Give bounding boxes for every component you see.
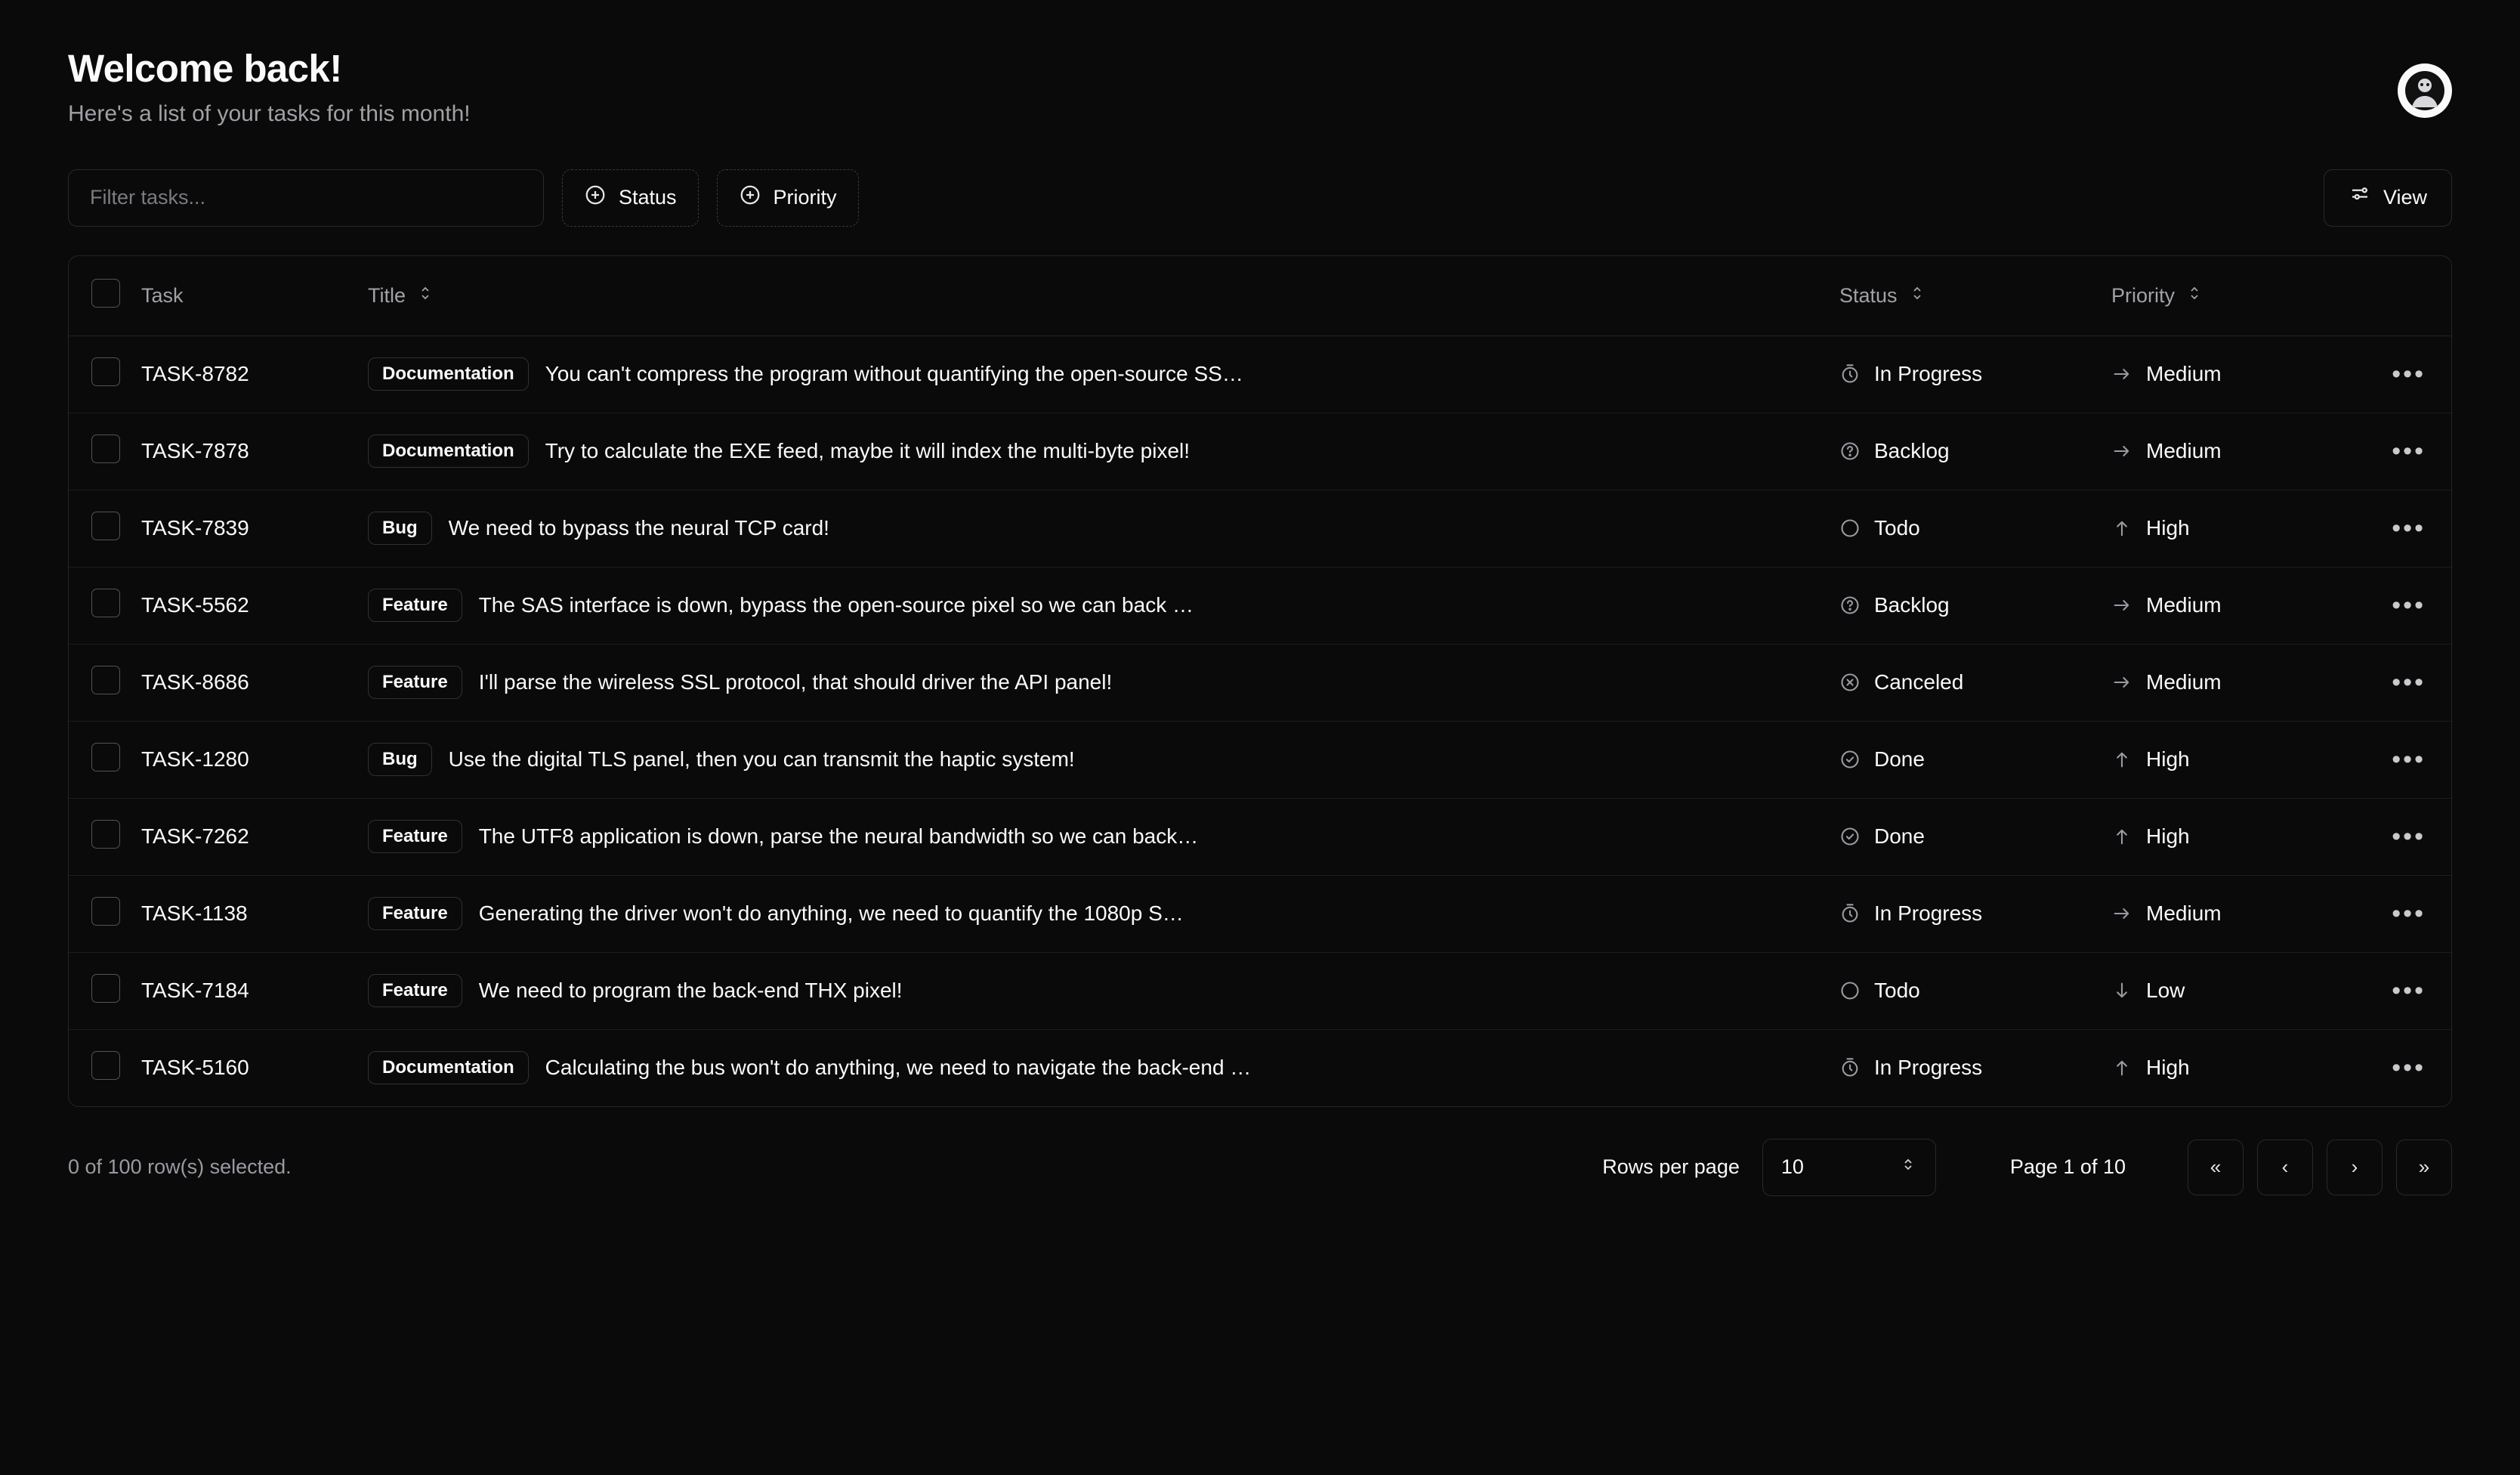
arrow-right-icon bbox=[2111, 595, 2132, 616]
task-id-cell bbox=[141, 413, 368, 490]
arrow-right-icon bbox=[2111, 363, 2132, 385]
column-header-priority[interactable] bbox=[2111, 256, 2361, 336]
task-title: We need to bypass the neural TCP card! bbox=[448, 516, 829, 540]
task-priority-label: Medium bbox=[2146, 670, 2222, 694]
task-status-label: Todo bbox=[1874, 979, 1920, 1003]
table-row[interactable] bbox=[69, 798, 2451, 875]
row-select-cell bbox=[69, 875, 141, 952]
tasks-table bbox=[68, 255, 2452, 1107]
task-priority-cell bbox=[2111, 490, 2361, 567]
plus-circle-icon bbox=[584, 184, 607, 212]
task-title: Calculating the bus won't do anything, we need to navigate the back-end … bbox=[545, 1056, 1252, 1080]
question-icon bbox=[1839, 441, 1861, 462]
task-type-badge: Bug bbox=[368, 743, 432, 776]
task-title-cell bbox=[368, 1029, 1839, 1106]
row-actions-menu-button[interactable]: ••• bbox=[2392, 898, 2426, 928]
row-actions-cell bbox=[2361, 721, 2451, 798]
chevron-up-down-icon bbox=[1899, 1155, 1917, 1179]
arrow-right-icon bbox=[2111, 441, 2132, 462]
rows-per-page-label: Rows per page bbox=[1602, 1155, 1740, 1179]
row-select-cell bbox=[69, 567, 141, 644]
column-header-priority-label: Priority bbox=[2111, 283, 2176, 307]
task-type-badge: Feature bbox=[368, 897, 462, 930]
task-id-cell bbox=[141, 336, 368, 413]
task-status-cell bbox=[1839, 336, 2111, 413]
table-row[interactable] bbox=[69, 490, 2451, 567]
row-checkbox[interactable] bbox=[91, 743, 120, 772]
task-title-cell bbox=[368, 567, 1839, 644]
select-all-header bbox=[69, 256, 141, 336]
task-priority-label: Low bbox=[2146, 979, 2185, 1003]
arrow-right-icon bbox=[2111, 672, 2132, 693]
task-priority-cell bbox=[2111, 1029, 2361, 1106]
task-priority-label: Medium bbox=[2146, 362, 2222, 386]
row-actions-menu-button[interactable]: ••• bbox=[2392, 667, 2426, 697]
row-actions-cell bbox=[2361, 413, 2451, 490]
view-options-button[interactable] bbox=[2324, 169, 2452, 227]
plus-circle-icon bbox=[739, 184, 761, 212]
column-header-status-label: Status bbox=[1839, 283, 1898, 307]
last-page-button[interactable]: » bbox=[2396, 1139, 2452, 1195]
task-priority-cell bbox=[2111, 875, 2361, 952]
task-id-cell bbox=[141, 644, 368, 721]
row-checkbox[interactable] bbox=[91, 589, 120, 617]
task-title: The SAS interface is down, bypass the open-source pixel so we can back … bbox=[478, 593, 1194, 617]
row-select-cell bbox=[69, 798, 141, 875]
select-all-checkbox[interactable] bbox=[91, 279, 120, 308]
task-priority-label: High bbox=[2146, 824, 2190, 849]
row-checkbox[interactable] bbox=[91, 820, 120, 849]
table-header-row bbox=[69, 256, 2451, 336]
task-id: TASK-1280 bbox=[141, 747, 249, 772]
row-select-cell bbox=[69, 721, 141, 798]
task-status-label: In Progress bbox=[1874, 1056, 1983, 1080]
row-actions-menu-button[interactable]: ••• bbox=[2392, 513, 2426, 543]
task-status-cell bbox=[1839, 490, 2111, 567]
row-checkbox[interactable] bbox=[91, 974, 120, 1003]
status-filter-label: Status bbox=[619, 186, 677, 209]
rows-per-page-value: 10 bbox=[1780, 1155, 1804, 1179]
task-priority-label: High bbox=[2146, 747, 2190, 772]
column-header-title[interactable] bbox=[368, 256, 1839, 336]
row-actions-cell bbox=[2361, 336, 2451, 413]
priority-filter-label: Priority bbox=[773, 186, 837, 209]
task-status-label: Done bbox=[1874, 824, 1925, 849]
circle-check-icon bbox=[1839, 826, 1861, 847]
task-type-badge: Feature bbox=[368, 820, 462, 853]
task-id: TASK-7839 bbox=[141, 516, 249, 540]
question-icon bbox=[1839, 595, 1861, 616]
arrow-up-icon bbox=[2111, 518, 2132, 539]
task-title: Generating the driver won't do anything, we need to quantify the 1080p S… bbox=[478, 901, 1184, 926]
page-header bbox=[68, 47, 2452, 127]
task-title-cell bbox=[368, 798, 1839, 875]
task-title: We need to program the back-end THX pixel! bbox=[478, 979, 903, 1003]
next-page-button[interactable]: › bbox=[2327, 1139, 2383, 1195]
task-id-cell bbox=[141, 952, 368, 1029]
row-select-cell bbox=[69, 644, 141, 721]
row-actions-cell bbox=[2361, 798, 2451, 875]
task-priority-cell bbox=[2111, 952, 2361, 1029]
timer-icon bbox=[1839, 903, 1861, 924]
column-header-task-label: Task bbox=[141, 283, 184, 307]
task-title-cell bbox=[368, 875, 1839, 952]
task-title: Use the digital TLS panel, then you can transmit the haptic system! bbox=[448, 747, 1075, 772]
task-priority-label: Medium bbox=[2146, 593, 2222, 617]
circle-x-icon bbox=[1839, 672, 1861, 693]
table-row[interactable] bbox=[69, 644, 2451, 721]
task-id: TASK-5160 bbox=[141, 1056, 249, 1080]
task-status-label: Todo bbox=[1874, 516, 1920, 540]
task-id-cell bbox=[141, 798, 368, 875]
table-row[interactable] bbox=[69, 413, 2451, 490]
task-status-label: Canceled bbox=[1874, 670, 1964, 694]
task-status-cell bbox=[1839, 567, 2111, 644]
row-checkbox[interactable] bbox=[91, 512, 120, 540]
row-actions-cell bbox=[2361, 1029, 2451, 1106]
task-id-cell bbox=[141, 490, 368, 567]
task-status-cell bbox=[1839, 875, 2111, 952]
task-id: TASK-5562 bbox=[141, 593, 249, 617]
row-checkbox[interactable] bbox=[91, 897, 120, 926]
task-status-label: In Progress bbox=[1874, 362, 1983, 386]
table-body bbox=[69, 336, 2451, 1106]
row-actions-menu-button[interactable]: ••• bbox=[2392, 821, 2426, 851]
task-status-label: In Progress bbox=[1874, 901, 1983, 926]
task-priority-label: High bbox=[2146, 1056, 2190, 1080]
sort-icon bbox=[416, 284, 434, 308]
sort-icon bbox=[2185, 284, 2203, 308]
row-select-cell bbox=[69, 413, 141, 490]
search-input[interactable] bbox=[68, 169, 544, 227]
row-select-cell bbox=[69, 952, 141, 1029]
task-title-cell bbox=[368, 490, 1839, 567]
arrow-down-icon bbox=[2111, 980, 2132, 1001]
task-type-badge: Documentation bbox=[368, 357, 529, 391]
task-status-cell bbox=[1839, 1029, 2111, 1106]
user-avatar-icon bbox=[2404, 70, 2446, 112]
task-id: TASK-7184 bbox=[141, 979, 249, 1003]
row-actions-menu-button[interactable]: ••• bbox=[2392, 359, 2426, 388]
row-actions-cell bbox=[2361, 875, 2451, 952]
header-text-block bbox=[68, 47, 471, 127]
task-type-badge: Feature bbox=[368, 666, 462, 699]
page-title: Welcome back! bbox=[68, 47, 342, 90]
row-select-cell bbox=[69, 336, 141, 413]
table-toolbar bbox=[68, 169, 2452, 227]
row-select-cell bbox=[69, 1029, 141, 1106]
table-row[interactable] bbox=[69, 875, 2451, 952]
task-title: Try to calculate the EXE feed, maybe it will index the multi-byte pixel! bbox=[545, 439, 1191, 463]
row-actions-menu-button[interactable]: ••• bbox=[2392, 744, 2426, 774]
task-type-badge: Bug bbox=[368, 512, 432, 545]
task-status-label: Backlog bbox=[1874, 439, 1950, 463]
task-priority-cell bbox=[2111, 413, 2361, 490]
row-actions-cell bbox=[2361, 644, 2451, 721]
task-priority-cell bbox=[2111, 336, 2361, 413]
arrow-right-icon bbox=[2111, 903, 2132, 924]
priority-filter-button[interactable] bbox=[717, 169, 859, 227]
table-row[interactable] bbox=[69, 567, 2451, 644]
task-title-cell bbox=[368, 644, 1839, 721]
circle-check-icon bbox=[1839, 749, 1861, 770]
task-id-cell bbox=[141, 567, 368, 644]
arrow-up-icon bbox=[2111, 1057, 2132, 1078]
task-type-badge: Feature bbox=[368, 974, 462, 1007]
timer-icon bbox=[1839, 363, 1861, 385]
circle-icon bbox=[1839, 518, 1861, 539]
task-title: I'll parse the wireless SSL protocol, that should driver the API panel! bbox=[478, 670, 1113, 694]
row-select-cell bbox=[69, 490, 141, 567]
row-actions-menu-button[interactable]: ••• bbox=[2392, 436, 2426, 465]
task-status-cell bbox=[1839, 413, 2111, 490]
task-status-cell bbox=[1839, 798, 2111, 875]
task-priority-label: High bbox=[2146, 516, 2190, 540]
sort-icon bbox=[1908, 284, 1926, 308]
task-id: TASK-8686 bbox=[141, 670, 249, 694]
table-row[interactable] bbox=[69, 1029, 2451, 1106]
row-checkbox[interactable] bbox=[91, 357, 120, 386]
task-priority-label: Medium bbox=[2146, 439, 2222, 463]
column-header-task[interactable] bbox=[141, 256, 368, 336]
task-title: The UTF8 application is down, parse the neural bandwidth so we can back… bbox=[478, 824, 1199, 849]
task-type-badge: Documentation bbox=[368, 1051, 529, 1084]
task-id: TASK-7878 bbox=[141, 439, 249, 463]
sliders-icon bbox=[2349, 184, 2371, 212]
column-header-status[interactable] bbox=[1839, 256, 2111, 336]
previous-page-button[interactable]: ‹ bbox=[2257, 1139, 2313, 1195]
rows-per-page-select[interactable] bbox=[1762, 1139, 1936, 1196]
task-id-cell bbox=[141, 721, 368, 798]
row-checkbox[interactable] bbox=[91, 666, 120, 694]
task-id: TASK-8782 bbox=[141, 362, 249, 386]
row-actions-menu-button[interactable]: ••• bbox=[2392, 976, 2426, 1005]
task-priority-cell bbox=[2111, 567, 2361, 644]
task-status-label: Done bbox=[1874, 747, 1925, 772]
task-title: You can't compress the program without quantifying the open-source SS… bbox=[545, 362, 1243, 386]
row-actions-cell bbox=[2361, 567, 2451, 644]
page-indicator: Page 1 of 10 bbox=[2009, 1155, 2126, 1179]
task-title-cell bbox=[368, 336, 1839, 413]
task-id: TASK-1138 bbox=[141, 901, 248, 926]
task-title-cell bbox=[368, 413, 1839, 490]
arrow-up-icon bbox=[2111, 749, 2132, 770]
row-actions-menu-button[interactable]: ••• bbox=[2392, 590, 2426, 620]
row-checkbox[interactable] bbox=[91, 1051, 120, 1080]
task-priority-label: Medium bbox=[2146, 901, 2222, 926]
circle-icon bbox=[1839, 980, 1861, 1001]
task-title-cell bbox=[368, 952, 1839, 1029]
row-actions-menu-button[interactable]: ••• bbox=[2392, 1053, 2426, 1082]
selection-status: 0 of 100 row(s) selected. bbox=[68, 1155, 292, 1179]
task-priority-cell bbox=[2111, 798, 2361, 875]
task-status-cell bbox=[1839, 721, 2111, 798]
table-row[interactable] bbox=[69, 952, 2451, 1029]
pagination-controls bbox=[2188, 1139, 2452, 1195]
table-footer bbox=[68, 1139, 2452, 1196]
task-type-badge: Feature bbox=[368, 589, 462, 622]
status-filter-button[interactable] bbox=[562, 169, 699, 227]
first-page-button[interactable]: « bbox=[2188, 1139, 2244, 1195]
task-priority-cell bbox=[2111, 721, 2361, 798]
row-actions-cell bbox=[2361, 952, 2451, 1029]
page-subtitle: Here's a list of your tasks for this month! bbox=[68, 100, 471, 126]
task-id: TASK-7262 bbox=[141, 824, 249, 849]
column-header-title-label: Title bbox=[368, 283, 406, 307]
view-options-label: View bbox=[2383, 186, 2427, 209]
task-title-cell bbox=[368, 721, 1839, 798]
row-checkbox[interactable] bbox=[91, 434, 120, 463]
task-status-cell bbox=[1839, 952, 2111, 1029]
task-priority-cell bbox=[2111, 644, 2361, 721]
task-status-label: Backlog bbox=[1874, 593, 1950, 617]
table-row[interactable] bbox=[69, 721, 2451, 798]
table-row[interactable] bbox=[69, 336, 2451, 413]
avatar[interactable] bbox=[2398, 63, 2452, 118]
task-id-cell bbox=[141, 875, 368, 952]
column-header-actions bbox=[2361, 256, 2451, 336]
task-type-badge: Documentation bbox=[368, 434, 529, 468]
timer-icon bbox=[1839, 1057, 1861, 1078]
task-id-cell bbox=[141, 1029, 368, 1106]
row-actions-cell bbox=[2361, 490, 2451, 567]
arrow-up-icon bbox=[2111, 826, 2132, 847]
task-status-cell bbox=[1839, 644, 2111, 721]
